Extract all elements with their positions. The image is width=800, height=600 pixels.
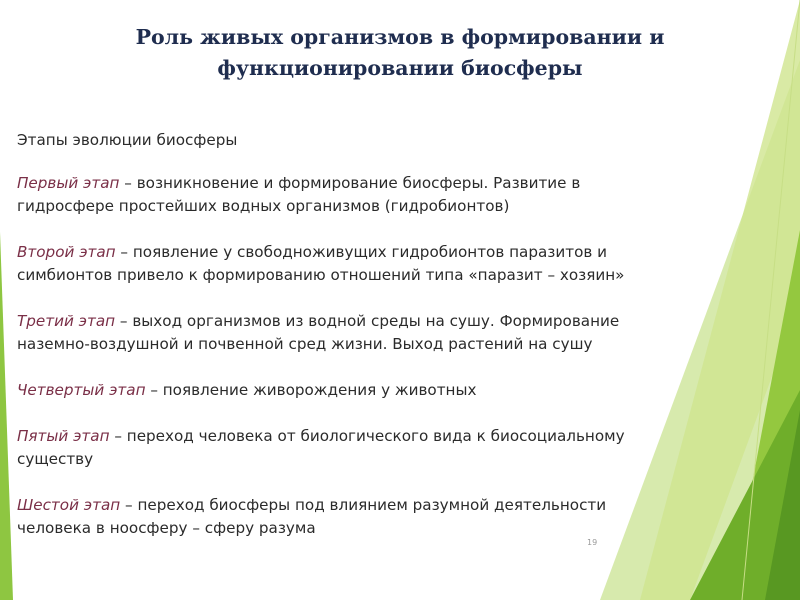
page-number: 19 bbox=[587, 538, 598, 547]
stage-1-line-2: гидросфере простейших водных организмов (гидробионтов) bbox=[17, 197, 510, 215]
stage-1-line-1 bbox=[17, 172, 717, 195]
stage-6 bbox=[17, 494, 717, 540]
stage-6-line-2: человека в ноосферу – сферу разума bbox=[17, 519, 316, 537]
stage-2-label: Второй этап bbox=[17, 243, 116, 261]
slide-content bbox=[17, 129, 717, 563]
stage-2-line-1 bbox=[17, 241, 717, 264]
stage-5-text: – переход человека от биологического вида к биосоциальному bbox=[109, 427, 625, 445]
stage-3-line-1 bbox=[17, 310, 717, 333]
stage-2-text: – появление у свободноживущих гидробионтов паразитов и bbox=[115, 243, 608, 261]
stage-1 bbox=[17, 172, 717, 218]
stage-6-label: Шестой этап bbox=[17, 496, 121, 514]
stage-1-label: Первый этап bbox=[17, 174, 120, 192]
stage-3 bbox=[17, 310, 717, 356]
slide-title bbox=[40, 22, 760, 84]
stage-5-line-1 bbox=[17, 425, 717, 448]
stage-6-line-1 bbox=[17, 494, 717, 517]
stage-2-line-2: симбионтов привело к формированию отношений типа «паразит – хозяин» bbox=[17, 266, 625, 284]
stage-4 bbox=[17, 379, 717, 402]
stage-6-text: – переход биосферы под влиянием разумной деятельности bbox=[120, 496, 607, 514]
left-green-stripe bbox=[0, 232, 13, 600]
stage-3-label: Третий этап bbox=[17, 312, 116, 330]
subtitle: Этапы эволюции биосферы bbox=[17, 131, 238, 149]
stage-5-line-2: существу bbox=[17, 450, 94, 468]
stage-4-label: Четвертый этап bbox=[17, 381, 146, 399]
stage-5-label: Пятый этап bbox=[17, 427, 110, 445]
stage-5 bbox=[17, 425, 717, 471]
stage-3-line-2: наземно-воздушной и почвенной сред жизни. Выход растений на сушу bbox=[17, 335, 593, 353]
stage-4-text: – появление живорождения у животных bbox=[145, 381, 477, 399]
stage-2 bbox=[17, 241, 717, 287]
stage-4-line-1 bbox=[17, 379, 717, 402]
title-line-1: Роль живых организмов в формировании и bbox=[135, 25, 665, 49]
stage-3-text: – выход организмов из водной среды на сушу. Формирование bbox=[115, 312, 620, 330]
title-line-2: функционировании биосферы bbox=[217, 56, 583, 80]
stage-1-text: – возникновение и формирование биосферы. Развитие в bbox=[119, 174, 581, 192]
